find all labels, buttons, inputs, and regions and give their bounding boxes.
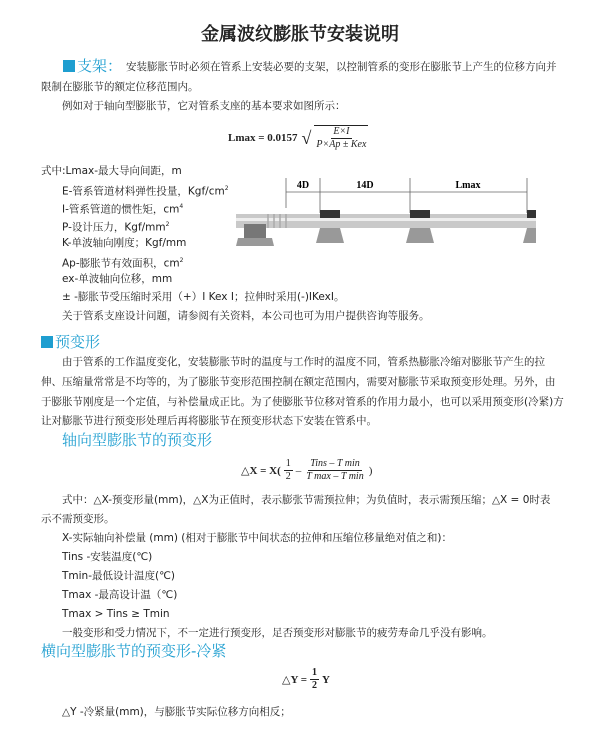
predeform-para-1: 由于管系的工作温度变化，安装膨胀节时的温度与工作时的温度不同，管系热膨胀冷缩对膨胀节产生的拉 xyxy=(62,356,545,368)
formula-delta-y xyxy=(282,667,330,692)
axial-line-8: 一般变形和受力情况下，不一定进行预变形，足否预变形对膨胀节的疲劳寿命几乎没有影响。 xyxy=(62,627,493,639)
heading-text: 预变形 xyxy=(55,333,101,351)
sqrt xyxy=(302,125,372,151)
section-heading-predeform xyxy=(41,333,100,351)
label-14d: 14D xyxy=(356,180,374,191)
radicand xyxy=(314,125,368,151)
formula-lhs: △Y = xyxy=(282,674,308,686)
def-plusminus: ± -膨胀节受压缩时采用（+）I Kex I；拉伸时采用(-)IKexI。 xyxy=(62,291,345,303)
label-4d: 4D xyxy=(296,180,310,191)
formula-lmax xyxy=(228,125,371,151)
support-intro-2: 限制在膨胀节的额定位移范围内。 xyxy=(41,81,199,93)
def-ap: Ap-膨胀节有效面积，$cm^2$ xyxy=(62,257,184,270)
section-heading-axial: 轴向型膨胀节的预变形 xyxy=(62,431,213,449)
sqrt-sign: √ xyxy=(301,127,312,148)
axial-line-1: 式中：△X-预变形量(mm)，△X为正值时，表示膨张节需预拉伸；为负值时，表示需预压缩；△X = 0时表 xyxy=(62,494,551,506)
axial-line-2: 示不需预变形。 xyxy=(41,513,115,525)
formula-denominator: P×Ap ± Kex xyxy=(316,139,367,150)
predeform-para-2: 伸、压缩量常常是不均等的，为了膨胀节变形范围控制在额定范围内，需要对膨胀节采取预变形处理。另外，由 xyxy=(41,376,556,388)
support-note: 关于管系支座设计问题，请参阅有关资料，本公司也可为用户提供咨询等服务。 xyxy=(62,310,430,322)
axial-line-3: X-实际轴向补偿量 (mm) (相对于膨胀节中间状态的拉伸和压缩位移量绝对值之和)： xyxy=(62,532,452,544)
pipe-support-diagram xyxy=(236,168,536,268)
page-title: 金属波纹膨胀节安装说明 xyxy=(201,24,399,45)
def-ex: ex-单波轴向位移，mm xyxy=(62,273,173,285)
def-e: E-管系管道材料弹性投量，Kgf/$cm^2$ xyxy=(62,185,229,198)
axial-line-4: Tins -安装温度(℃) xyxy=(62,551,153,563)
section-heading-lateral: 横向型膨胀节的预变形-冷紧 xyxy=(41,642,227,660)
lateral-line: △Y -冷紧量(mm)，与膨胀节实际位移方向相反； xyxy=(62,706,291,718)
support-intro-1: 安装膨胀节时必须在管系上安装必要的支架，以控制管系的变形在膨胀节上产生的位移方向并 xyxy=(126,61,557,73)
close-paren: ) xyxy=(368,464,373,477)
formula-delta-x xyxy=(241,458,372,483)
def-p: P-设计压力，Kgf/$mm^2$ xyxy=(62,221,170,234)
minus-sign: – xyxy=(295,464,302,477)
axial-line-7: Tmax > Tins ≥ Tmin xyxy=(62,608,170,620)
square-bullet-icon xyxy=(63,60,75,72)
label-lmax: Lmax xyxy=(455,180,481,191)
def-lmax: 式中:Lmax-最大导向间距，m xyxy=(41,165,182,177)
fraction-half: $\frac{1}{2}$ xyxy=(285,458,291,482)
def-i: I-管系管道的惯性矩，$cm^4$ xyxy=(62,203,184,216)
heading-text: 支架： xyxy=(77,57,123,75)
predeform-para-4: 让对膨胀节进行预变形处理后再将膨胀节在预变形状态下安装在管系中。 xyxy=(41,415,377,427)
axial-line-5: Tmin-最低设计温度(℃) xyxy=(62,570,175,582)
square-bullet-icon xyxy=(41,336,53,348)
formula-numerator: E×I xyxy=(333,126,350,137)
section-heading-support xyxy=(63,57,122,75)
support-example: 例如对于轴向型膨胀节，它对管系支座的基本要求如图所示： xyxy=(62,100,346,112)
def-k: K-单波轴向刚度；Kgf/mm xyxy=(62,237,187,249)
axial-line-6: Tmax -最高设计温（℃) xyxy=(62,589,178,601)
formula-lhs: △X = X( xyxy=(241,465,281,477)
fraction-temperature: $\frac{\text{Tins – T min}}{\text{T max – T min}}$ xyxy=(306,458,364,482)
fraction-half: $\frac{1}{2}$ xyxy=(312,667,318,691)
predeform-para-3: 于膨胀节刚度是一个定值，与补偿量成正比。为了使膨胀节位移对管系的作用力最小，也可以采用预变形(冷紧)方 xyxy=(41,396,564,408)
formula-lhs: Lmax = 0.0157 xyxy=(228,132,298,144)
formula-rhs: Y xyxy=(322,673,330,686)
